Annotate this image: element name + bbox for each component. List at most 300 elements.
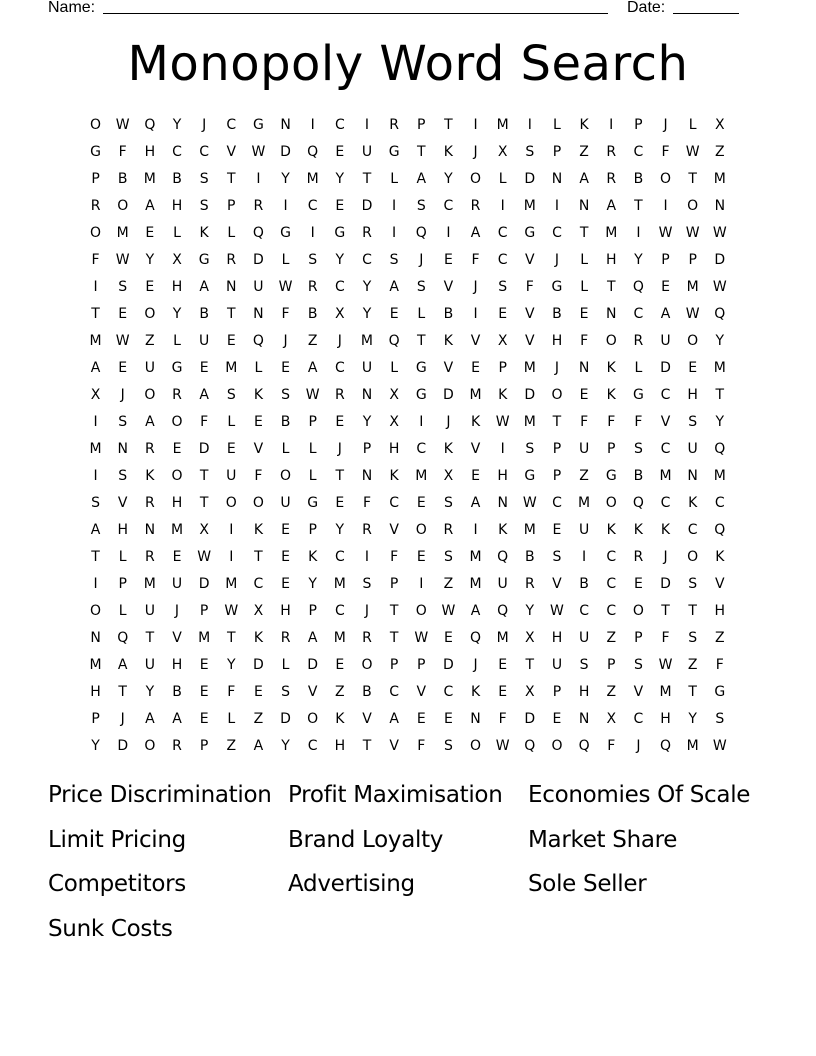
grid-letter[interactable]: J (663, 117, 668, 133)
grid-letter[interactable]: T (634, 198, 643, 214)
grid-letter[interactable]: A (117, 657, 128, 673)
grid-letter[interactable]: C (334, 279, 345, 295)
grid-letter[interactable]: V (525, 333, 535, 349)
grid-letter[interactable]: N (90, 630, 101, 646)
grid-letter[interactable]: Y (715, 414, 725, 430)
grid-letter[interactable]: Y (335, 252, 345, 268)
grid-letter[interactable]: M (659, 684, 672, 700)
grid-letter[interactable]: Q (497, 603, 509, 619)
grid-letter[interactable]: W (495, 414, 510, 430)
grid-letter[interactable]: F (715, 657, 724, 673)
grid-letter[interactable]: I (93, 576, 98, 592)
grid-letter[interactable]: T (199, 468, 209, 484)
grid-letter[interactable]: N (687, 468, 698, 484)
grid-letter[interactable]: E (335, 144, 345, 160)
grid-letter[interactable]: R (172, 387, 182, 403)
grid-letter[interactable]: P (389, 657, 399, 673)
grid-letter[interactable]: C (633, 144, 644, 160)
grid-letter[interactable]: T (145, 630, 155, 646)
grid-letter[interactable]: Y (634, 252, 643, 268)
grid-letter[interactable]: S (633, 441, 643, 457)
grid-letter[interactable]: O (225, 495, 237, 511)
grid-letter[interactable]: A (253, 738, 264, 754)
grid-letter[interactable]: Y (281, 171, 290, 187)
grid-letter[interactable]: E (579, 387, 589, 403)
grid-letter[interactable]: J (554, 252, 560, 268)
grid-letter[interactable]: S (688, 414, 698, 430)
grid-letter[interactable]: C (172, 144, 182, 160)
grid-letter[interactable]: G (551, 279, 563, 295)
grid-letter[interactable]: O (90, 603, 102, 619)
grid-letter[interactable]: P (688, 252, 697, 268)
grid-letter[interactable]: N (144, 522, 156, 538)
grid-letter[interactable]: C (660, 387, 671, 403)
grid-letter[interactable]: I (93, 279, 98, 295)
grid-letter[interactable]: X (497, 333, 508, 349)
grid-letter[interactable]: X (389, 414, 399, 430)
grid-letter[interactable]: C (443, 684, 454, 700)
grid-letter[interactable]: Q (714, 522, 726, 538)
grid-letter[interactable]: A (172, 711, 182, 727)
grid-letter[interactable]: K (715, 549, 725, 565)
grid-letter[interactable]: E (199, 711, 209, 727)
grid-letter[interactable]: U (497, 576, 508, 592)
grid-letter[interactable]: P (634, 630, 643, 646)
name-blank-line[interactable] (103, 13, 608, 14)
grid-letter[interactable]: S (579, 657, 589, 673)
grid-letter[interactable]: X (172, 252, 182, 268)
grid-letter[interactable]: W (251, 144, 266, 160)
grid-letter[interactable]: V (362, 711, 372, 727)
grid-letter[interactable]: X (606, 711, 617, 727)
grid-letter[interactable]: F (634, 414, 643, 430)
grid-letter[interactable]: M (198, 630, 211, 646)
grid-letter[interactable]: A (307, 630, 318, 646)
grid-letter[interactable]: G (415, 387, 427, 403)
grid-letter[interactable]: J (473, 144, 478, 160)
grid-letter[interactable]: D (443, 387, 454, 403)
grid-letter[interactable]: F (607, 738, 616, 754)
grid-letter[interactable]: D (660, 360, 671, 376)
grid-letter[interactable]: N (578, 360, 590, 376)
grid-letter[interactable]: V (525, 306, 535, 322)
grid-letter[interactable]: W (522, 495, 537, 511)
grid-letter[interactable]: J (283, 333, 288, 349)
grid-letter[interactable]: F (525, 279, 534, 295)
grid-letter[interactable]: C (307, 198, 318, 214)
grid-letter[interactable]: P (91, 171, 100, 187)
grid-letter[interactable]: Z (715, 144, 725, 160)
grid-letter[interactable]: I (392, 198, 397, 214)
grid-letter[interactable]: Z (606, 630, 617, 646)
grid-letter[interactable]: K (389, 468, 399, 484)
grid-letter[interactable]: L (308, 441, 317, 457)
grid-letter[interactable]: C (307, 738, 318, 754)
grid-letter[interactable]: M (578, 495, 591, 511)
grid-letter[interactable]: V (226, 144, 237, 160)
grid-letter[interactable]: C (334, 360, 345, 376)
grid-letter[interactable]: Y (172, 306, 182, 322)
grid-letter[interactable]: S (633, 657, 643, 673)
grid-letter[interactable]: P (607, 441, 616, 457)
grid-letter[interactable]: A (307, 360, 318, 376)
grid-letter[interactable]: D (253, 252, 264, 268)
grid-letter[interactable]: D (253, 657, 264, 673)
grid-letter[interactable]: P (308, 414, 317, 430)
grid-letter[interactable]: D (280, 711, 291, 727)
grid-letter[interactable]: W (712, 738, 727, 754)
grid-letter[interactable]: D (524, 711, 536, 727)
grid-letter[interactable]: C (633, 306, 644, 322)
grid-letter[interactable]: E (199, 360, 209, 376)
grid-letter[interactable]: F (362, 495, 371, 511)
grid-letter[interactable]: T (416, 333, 426, 349)
grid-letter[interactable]: I (609, 117, 614, 133)
grid-letter[interactable]: W (115, 117, 130, 133)
grid-letter[interactable]: L (173, 225, 181, 241)
grid-letter[interactable]: A (470, 603, 481, 619)
grid-letter[interactable]: P (661, 252, 670, 268)
grid-letter[interactable]: O (470, 738, 482, 754)
grid-letter[interactable]: X (525, 630, 535, 646)
grid-letter[interactable]: K (335, 711, 345, 727)
grid-letter[interactable]: T (552, 414, 562, 430)
grid-letter[interactable]: M (360, 333, 374, 349)
grid-letter[interactable]: W (685, 306, 700, 322)
grid-letter[interactable]: M (469, 387, 482, 403)
grid-letter[interactable]: J (120, 387, 125, 403)
grid-letter[interactable]: C (660, 441, 671, 457)
grid-letter[interactable]: B (579, 576, 589, 592)
grid-letter[interactable]: U (660, 333, 671, 349)
grid-letter[interactable]: F (227, 684, 236, 700)
grid-letter[interactable]: E (416, 495, 426, 511)
grid-letter[interactable]: S (362, 576, 372, 592)
grid-letter[interactable]: M (713, 171, 726, 187)
grid-letter[interactable]: Q (714, 441, 726, 457)
grid-letter[interactable]: O (171, 468, 183, 484)
grid-letter[interactable]: A (145, 711, 155, 727)
grid-letter[interactable]: E (145, 279, 155, 295)
grid-letter[interactable]: S (308, 252, 318, 268)
grid-letter[interactable]: E (498, 657, 508, 673)
grid-letter[interactable]: T (715, 387, 725, 403)
grid-letter[interactable]: W (712, 225, 727, 241)
grid-letter[interactable]: I (229, 522, 234, 538)
grid-letter[interactable]: R (253, 198, 264, 214)
grid-letter[interactable]: I (446, 225, 451, 241)
grid-letter[interactable]: P (389, 576, 399, 592)
grid-letter[interactable]: S (199, 198, 209, 214)
grid-letter[interactable]: V (117, 495, 128, 511)
grid-letter[interactable]: E (199, 657, 209, 673)
grid-letter[interactable]: H (334, 738, 346, 754)
grid-letter[interactable]: P (199, 603, 209, 619)
grid-letter[interactable]: I (527, 117, 532, 133)
grid-letter[interactable]: C (497, 252, 508, 268)
grid-letter[interactable]: G (388, 144, 400, 160)
grid-letter[interactable]: V (470, 333, 481, 349)
grid-letter[interactable]: Q (497, 549, 509, 565)
grid-letter[interactable]: Z (253, 711, 264, 727)
grid-letter[interactable]: H (551, 333, 563, 349)
grid-letter[interactable]: C (714, 495, 725, 511)
grid-letter[interactable]: C (334, 549, 345, 565)
grid-letter[interactable]: W (197, 549, 212, 565)
grid-letter[interactable]: B (633, 468, 644, 484)
grid-letter[interactable]: T (226, 630, 236, 646)
grid-letter[interactable]: C (334, 117, 345, 133)
grid-letter[interactable]: P (552, 144, 562, 160)
grid-letter[interactable]: C (687, 522, 698, 538)
grid-letter[interactable]: M (469, 549, 482, 565)
grid-letter[interactable]: Q (415, 225, 427, 241)
grid-letter[interactable]: B (633, 171, 644, 187)
grid-letter[interactable]: M (89, 441, 102, 457)
grid-letter[interactable]: M (143, 171, 156, 187)
grid-letter[interactable]: C (443, 198, 454, 214)
grid-letter[interactable]: T (91, 549, 100, 565)
grid-letter[interactable]: V (172, 630, 182, 646)
grid-letter[interactable]: O (144, 306, 156, 322)
grid-letter[interactable]: X (90, 387, 101, 403)
grid-letter[interactable]: D (443, 657, 454, 673)
grid-letter[interactable]: U (578, 522, 590, 538)
grid-letter[interactable]: F (661, 630, 670, 646)
grid-letter[interactable]: J (554, 360, 560, 376)
grid-letter[interactable]: J (202, 117, 207, 133)
grid-letter[interactable]: E (552, 522, 562, 538)
grid-letter[interactable]: M (225, 360, 238, 376)
grid-letter[interactable]: Z (443, 576, 454, 592)
grid-letter[interactable]: W (414, 630, 429, 646)
grid-letter[interactable]: M (116, 225, 129, 241)
grid-letter[interactable]: H (687, 387, 698, 403)
grid-letter[interactable]: L (173, 333, 181, 349)
grid-letter[interactable]: D (198, 576, 210, 592)
grid-letter[interactable]: S (416, 279, 426, 295)
grid-letter[interactable]: V (416, 684, 427, 700)
grid-letter[interactable]: M (523, 198, 536, 214)
grid-letter[interactable]: V (525, 252, 535, 268)
grid-letter[interactable]: N (117, 441, 128, 457)
grid-letter[interactable]: Y (362, 279, 372, 295)
grid-letter[interactable]: H (714, 603, 726, 619)
grid-letter[interactable]: N (280, 117, 291, 133)
grid-letter[interactable]: W (441, 603, 456, 619)
grid-letter[interactable]: X (443, 468, 454, 484)
grid-letter[interactable]: H (280, 603, 291, 619)
grid-letter[interactable]: C (334, 603, 345, 619)
grid-letter[interactable]: P (607, 657, 616, 673)
grid-letter[interactable]: I (663, 198, 668, 214)
grid-letter[interactable]: B (362, 684, 372, 700)
grid-letter[interactable]: C (633, 711, 644, 727)
grid-letter[interactable]: H (551, 630, 563, 646)
grid-letter[interactable]: U (144, 603, 155, 619)
grid-letter[interactable]: P (118, 576, 127, 592)
grid-letter[interactable]: I (473, 117, 478, 133)
grid-letter[interactable]: Q (470, 630, 482, 646)
grid-letter[interactable]: S (443, 738, 453, 754)
grid-letter[interactable]: U (687, 441, 698, 457)
grid-letter[interactable]: E (335, 414, 345, 430)
grid-letter[interactable]: Y (525, 603, 535, 619)
grid-letter[interactable]: P (362, 441, 372, 457)
grid-letter[interactable]: E (281, 549, 290, 565)
grid-letter[interactable]: I (229, 549, 234, 565)
grid-letter[interactable]: I (582, 549, 587, 565)
grid-letter[interactable]: E (335, 495, 345, 511)
grid-letter[interactable]: T (362, 738, 372, 754)
grid-letter[interactable]: R (389, 117, 399, 133)
grid-letter[interactable]: R (633, 549, 644, 565)
grid-letter[interactable]: Y (308, 576, 317, 592)
grid-letter[interactable]: I (473, 522, 478, 538)
grid-letter[interactable]: L (118, 549, 127, 565)
grid-letter[interactable]: E (688, 360, 698, 376)
grid-letter[interactable]: Z (226, 738, 237, 754)
grid-letter[interactable]: S (688, 630, 698, 646)
grid-letter[interactable]: S (281, 684, 290, 700)
grid-letter[interactable]: O (252, 495, 264, 511)
grid-letter[interactable]: S (498, 279, 508, 295)
grid-letter[interactable]: S (91, 495, 101, 511)
grid-letter[interactable]: Q (307, 144, 319, 160)
grid-letter[interactable]: Y (145, 684, 155, 700)
grid-letter[interactable]: V (307, 684, 318, 700)
grid-letter[interactable]: Y (362, 306, 372, 322)
grid-letter[interactable]: Y (226, 657, 236, 673)
grid-letter[interactable]: K (470, 414, 481, 430)
grid-letter[interactable]: E (226, 333, 236, 349)
grid-letter[interactable]: I (500, 198, 505, 214)
grid-letter[interactable]: L (308, 468, 317, 484)
grid-letter[interactable]: D (198, 441, 210, 457)
grid-letter[interactable]: F (254, 468, 263, 484)
grid-letter[interactable]: O (660, 171, 672, 187)
grid-letter[interactable]: A (579, 171, 589, 187)
grid-letter[interactable]: O (144, 387, 156, 403)
grid-letter[interactable]: G (198, 252, 210, 268)
grid-letter[interactable]: J (473, 279, 478, 295)
grid-letter[interactable]: K (253, 630, 263, 646)
grid-letter[interactable]: E (172, 549, 182, 565)
grid-letter[interactable]: K (606, 387, 616, 403)
grid-letter[interactable]: Q (578, 738, 590, 754)
grid-letter[interactable]: M (686, 738, 699, 754)
grid-letter[interactable]: G (252, 117, 264, 133)
grid-letter[interactable]: Q (252, 333, 264, 349)
grid-letter[interactable]: J (636, 738, 641, 754)
grid-letter[interactable]: R (606, 144, 617, 160)
grid-letter[interactable]: B (172, 171, 182, 187)
grid-letter[interactable]: C (606, 549, 617, 565)
grid-letter[interactable]: W (495, 738, 510, 754)
grid-letter[interactable]: D (280, 144, 291, 160)
grid-letter[interactable]: L (227, 414, 236, 430)
grid-letter[interactable]: S (525, 441, 535, 457)
grid-letter[interactable]: N (551, 171, 563, 187)
grid-letter[interactable]: Z (687, 657, 698, 673)
grid-letter[interactable]: Z (606, 684, 617, 700)
grid-letter[interactable]: X (715, 117, 725, 133)
grid-letter[interactable]: N (226, 279, 237, 295)
grid-letter[interactable]: M (523, 522, 536, 538)
grid-letter[interactable]: E (443, 711, 453, 727)
grid-letter[interactable]: S (281, 387, 290, 403)
grid-letter[interactable]: U (551, 657, 563, 673)
grid-letter[interactable]: W (278, 279, 293, 295)
grid-letter[interactable]: T (688, 684, 697, 700)
grid-letter[interactable]: J (419, 252, 424, 268)
grid-letter[interactable]: I (419, 414, 424, 430)
grid-letter[interactable]: T (118, 684, 127, 700)
grid-letter[interactable]: K (199, 225, 209, 241)
grid-letter[interactable]: O (415, 603, 427, 619)
grid-letter[interactable]: S (118, 468, 128, 484)
grid-letter[interactable]: H (90, 684, 101, 700)
grid-letter[interactable]: E (498, 684, 508, 700)
grid-letter[interactable]: E (471, 360, 480, 376)
grid-letter[interactable]: M (713, 468, 726, 484)
grid-letter[interactable]: X (389, 387, 399, 403)
grid-letter[interactable]: N (470, 711, 481, 727)
grid-letter[interactable]: B (280, 414, 291, 430)
grid-letter[interactable]: C (606, 576, 617, 592)
grid-letter[interactable]: T (389, 603, 399, 619)
grid-letter[interactable]: H (171, 495, 183, 511)
grid-letter[interactable]: V (715, 576, 725, 592)
grid-letter[interactable]: S (552, 549, 562, 565)
grid-letter[interactable]: E (281, 576, 290, 592)
grid-letter[interactable]: M (605, 225, 618, 241)
grid-letter[interactable]: G (90, 144, 101, 160)
grid-letter[interactable]: V (389, 522, 399, 538)
grid-letter[interactable]: U (144, 360, 155, 376)
grid-letter[interactable]: C (389, 684, 399, 700)
grid-letter[interactable]: H (171, 657, 183, 673)
grid-letter[interactable]: K (606, 360, 616, 376)
grid-letter[interactable]: K (253, 522, 263, 538)
grid-letter[interactable]: I (310, 117, 315, 133)
grid-letter[interactable]: O (307, 711, 319, 727)
grid-letter[interactable]: Z (579, 144, 589, 160)
grid-letter[interactable]: L (634, 360, 643, 376)
grid-letter[interactable]: M (496, 117, 509, 133)
grid-letter[interactable]: E (172, 441, 182, 457)
grid-letter[interactable]: J (337, 333, 342, 349)
grid-letter[interactable]: N (578, 711, 590, 727)
grid-letter[interactable]: H (144, 144, 156, 160)
grid-letter[interactable]: S (389, 252, 399, 268)
grid-letter[interactable]: Q (632, 279, 644, 295)
grid-letter[interactable]: J (446, 414, 451, 430)
grid-letter[interactable]: L (390, 360, 399, 376)
grid-letter[interactable]: H (660, 711, 671, 727)
grid-letter[interactable]: O (687, 549, 699, 565)
grid-letter[interactable]: I (392, 225, 397, 241)
grid-letter[interactable]: P (552, 684, 562, 700)
grid-letter[interactable]: G (714, 684, 726, 700)
grid-letter[interactable]: K (470, 684, 481, 700)
grid-letter[interactable]: E (579, 306, 589, 322)
grid-letter[interactable]: M (469, 576, 482, 592)
grid-letter[interactable]: O (632, 603, 644, 619)
grid-letter[interactable]: L (118, 603, 127, 619)
grid-letter[interactable]: G (524, 468, 536, 484)
grid-letter[interactable]: F (390, 549, 399, 565)
